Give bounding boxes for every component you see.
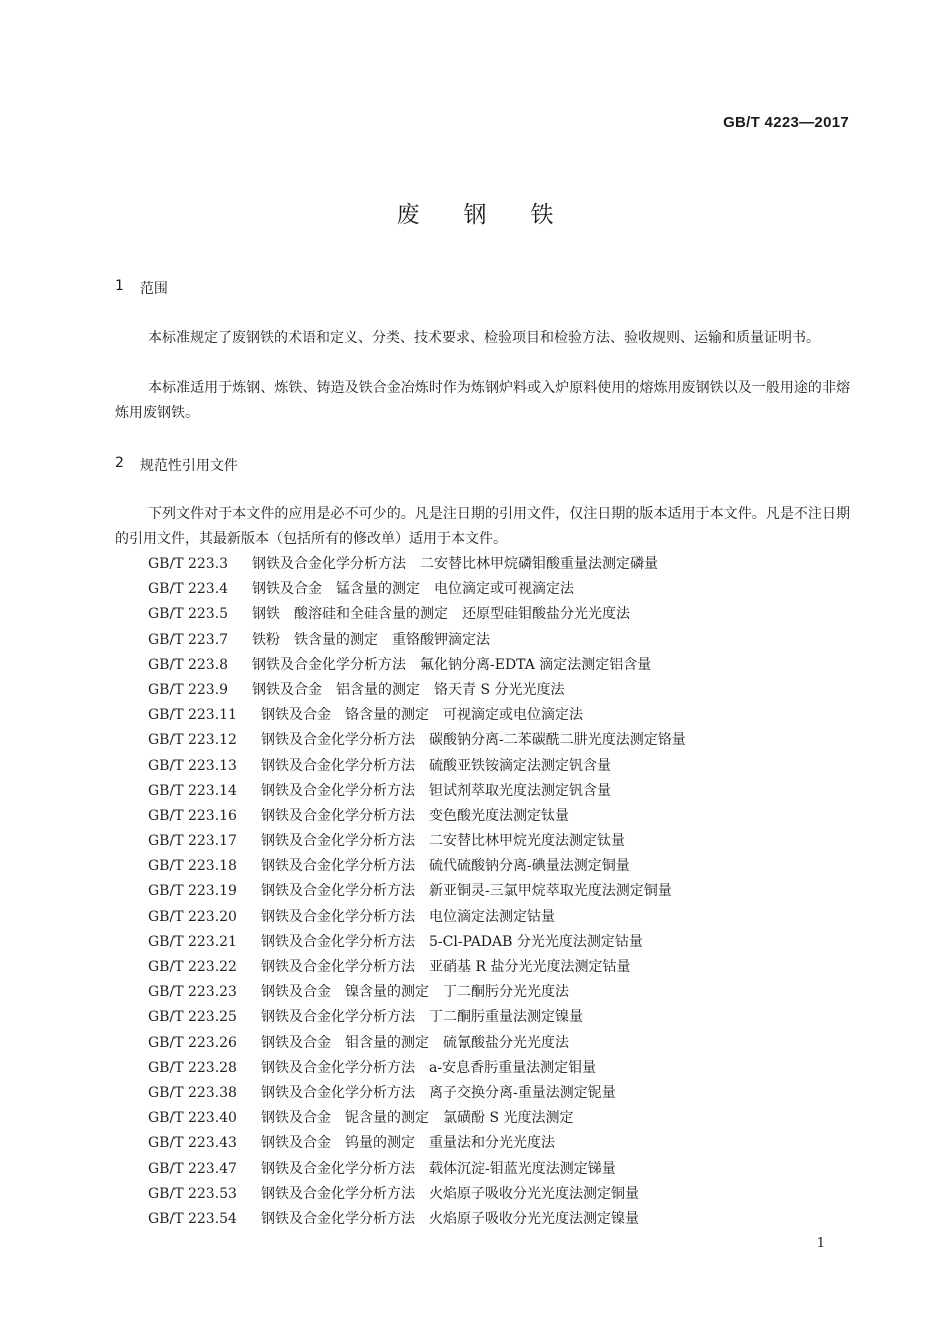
reference-item [148,829,686,854]
reference-item [148,1081,686,1106]
reference-code: GB/T 223.22 [148,959,237,975]
reference-item [148,1131,686,1156]
reference-title: 钢铁及合金 镍含量的测定 丁二酮肟分光光度法 [261,984,569,1001]
reference-code: GB/T 223.47 [148,1160,237,1177]
reference-title: 钢铁及合金 钼含量的测定 硫氰酸盐分光光度法 [261,1034,569,1051]
reference-title: 钢铁及合金化学分析方法 电位滴定法测定钴量 [261,908,555,925]
reference-title: 钢铁及合金化学分析方法 丁二酮肟重量法测定镍量 [261,1009,583,1026]
reference-code: GB/T 223.53 [148,1185,237,1202]
reference-item [148,1005,686,1030]
reference-code: GB/T 223.3 [148,556,229,572]
reference-code: GB/T 223.4 [148,581,229,598]
reference-title: 钢铁及合金化学分析方法 钽试剂萃取光度法测定钒含量 [261,782,611,799]
reference-item [148,1031,686,1056]
reference-item [148,1182,686,1207]
reference-item [148,1207,686,1232]
reference-item [148,1056,686,1081]
reference-code: GB/T 223.20 [148,908,237,925]
reference-code: GB/T 223.43 [148,1135,237,1152]
reference-code: GB/T 223.16 [148,807,237,824]
reference-code: GB/T 223.5 [148,606,229,623]
reference-title: 钢铁及合金化学分析方法 离子交换分离-重量法测定铌量 [261,1084,616,1101]
reference-title: 钢铁及合金化学分析方法 a-安息香肟重量法测定钼量 [261,1059,597,1076]
reference-item [148,1106,686,1131]
section-number: 2 [115,455,124,471]
reference-title: 钢铁及合金化学分析方法 新亚铜灵-三氯甲烷萃取光度法测定铜量 [261,883,672,900]
reference-item [148,653,686,678]
reference-code: GB/T 223.19 [148,883,237,900]
reference-item [148,602,686,627]
reference-code: GB/T 223.14 [148,782,237,799]
reference-title: 钢铁及合金化学分析方法 火焰原子吸收分光光度法测定铜量 [261,1185,639,1202]
scope-paragraph-2: 本标准适用于炼钢、炼铁、铸造及铁合金冶炼时作为炼钢炉料或入炉原料使用的熔炼用废钢铁以及一般用途的非熔炼用废钢铁。 [115,380,850,421]
reference-code: GB/T 223.12 [148,732,237,749]
reference-title: 钢铁及合金化学分析方法 二安替比林甲烷磷钼酸重量法测定磷量 [252,556,658,572]
reference-list [148,552,686,1232]
section-heading-scope [115,278,168,298]
reference-title: 钢铁及合金 铌含量的测定 氯磺酚 S 光度法测定 [261,1110,574,1127]
reference-item [148,552,686,577]
references-intro-paragraph: 下列文件对于本文件的应用是必不可少的。凡是注日期的引用文件，仅注日期的版本适用于本文件。凡是不注日期的引用文件，其最新版本（包括所有的修改单）适用于本文件。 [115,506,850,547]
standard-code: GB/T 4223—2017 [723,114,849,131]
section-title: 范围 [139,281,168,297]
reference-title: 铁粉 铁含量的测定 重铬酸钾滴定法 [252,631,490,648]
reference-code: GB/T 223.7 [148,631,229,648]
reference-title: 钢铁 酸溶硅和全硅含量的测定 还原型硅钼酸盐分光光度法 [252,606,630,623]
reference-title: 钢铁及合金 铬含量的测定 可视滴定或电位滴定法 [261,707,583,724]
reference-code: GB/T 223.40 [148,1110,237,1127]
reference-title: 钢铁及合金 锰含量的测定 电位滴定或可视滴定法 [252,581,574,598]
reference-title: 钢铁及合金 铝含量的测定 铬天青 S 分光光度法 [252,681,565,698]
reference-item [148,577,686,602]
reference-item [148,779,686,804]
reference-title: 钢铁及合金化学分析方法 5-Cl-PADAB 分光光度法测定钴量 [261,933,643,950]
section-number: 1 [115,278,124,294]
reference-item [148,930,686,955]
reference-title: 钢铁及合金化学分析方法 硫酸亚铁铵滴定法测定钒含量 [261,757,611,774]
reference-code: GB/T 223.26 [148,1034,237,1051]
reference-code: GB/T 223.9 [148,681,229,698]
reference-code: GB/T 223.18 [148,858,237,875]
reference-item [148,854,686,879]
reference-item [148,804,686,829]
reference-code: GB/T 223.17 [148,833,237,850]
scope-paragraph-1: 本标准规定了废钢铁的术语和定义、分类、技术要求、检验项目和检验方法、验收规则、运输和质量证明书。 [148,330,820,346]
section-title: 规范性引用文件 [139,458,238,474]
reference-item [148,955,686,980]
reference-item [148,905,686,930]
reference-title: 钢铁及合金化学分析方法 火焰原子吸收分光光度法测定镍量 [261,1210,639,1227]
reference-title: 钢铁及合金化学分析方法 变色酸光度法测定钛量 [261,807,569,824]
reference-title: 钢铁及合金化学分析方法 硫代硫酸钠分离-碘量法测定铜量 [261,858,630,875]
reference-item [148,628,686,653]
reference-code: GB/T 223.25 [148,1009,237,1026]
reference-title: 钢铁及合金化学分析方法 亚硝基 R 盐分光光度法测定钴量 [261,959,631,975]
reference-item [148,980,686,1005]
reference-title: 钢铁及合金化学分析方法 碳酸钠分离-二苯碳酰二肼光度法测定铬量 [261,732,686,749]
reference-item [148,678,686,703]
reference-code: GB/T 223.38 [148,1084,237,1101]
reference-code: GB/T 223.8 [148,656,229,673]
reference-code: GB/T 223.23 [148,984,237,1001]
reference-code: GB/T 223.13 [148,757,237,774]
reference-title: 钢铁及合金化学分析方法 载体沉淀-钼蓝光度法测定锑量 [261,1160,616,1177]
reference-title: 钢铁及合金 钨量的测定 重量法和分光光度法 [261,1135,555,1152]
reference-title: 钢铁及合金化学分析方法 二安替比林甲烷光度法测定钛量 [261,833,625,850]
reference-item [148,879,686,904]
reference-item [148,1157,686,1182]
document-title: 废钢铁 [396,202,598,228]
page-number: 1 [816,1236,825,1251]
reference-item [148,703,686,728]
reference-title: 钢铁及合金化学分析方法 氟化钠分离-EDTA 滴定法测定铝含量 [252,656,652,673]
reference-code: GB/T 223.21 [148,933,237,950]
reference-item [148,728,686,753]
reference-code: GB/T 223.11 [148,707,237,724]
section-heading-normative-references [115,455,238,475]
reference-code: GB/T 223.54 [148,1210,237,1227]
reference-item [148,754,686,779]
reference-code: GB/T 223.28 [148,1059,237,1076]
